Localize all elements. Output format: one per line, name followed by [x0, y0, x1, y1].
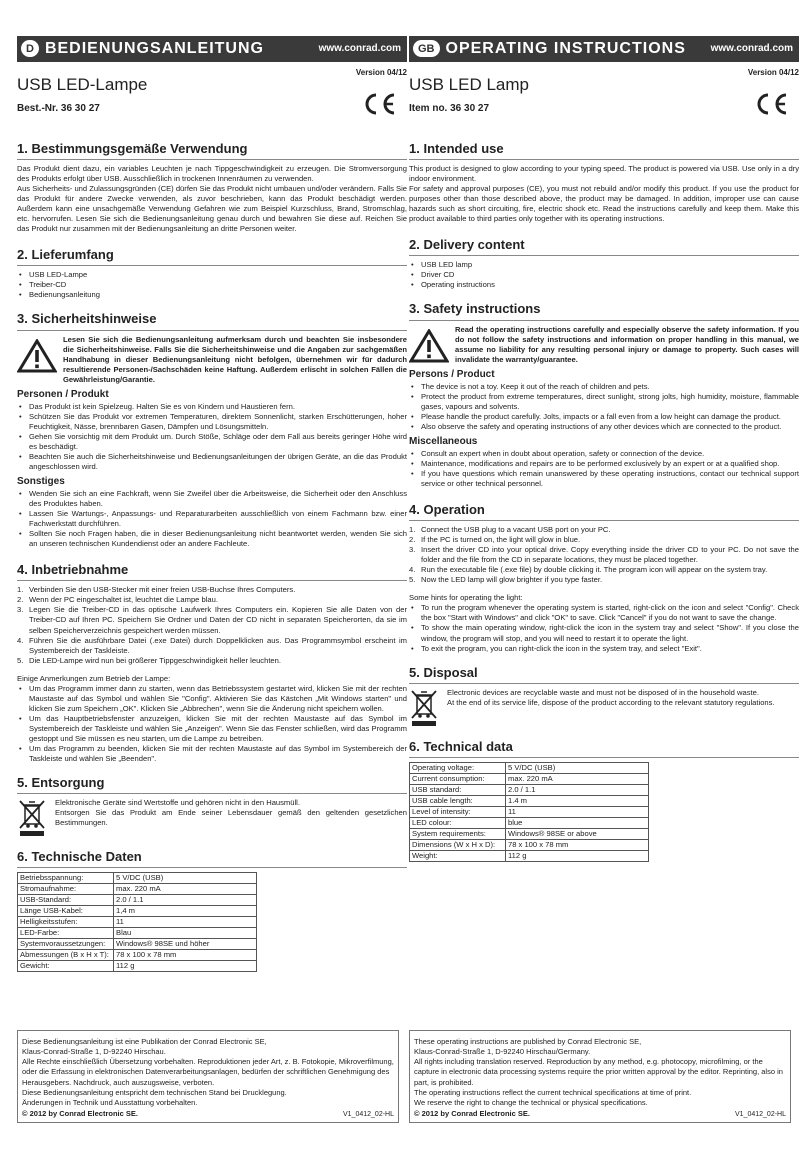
crossed-bin-icon: [409, 688, 439, 728]
list-item: • Schützen Sie das Produkt vor extremen Temperaturen, direktem Sonnenlicht, starken Erschütterungen, hoher Feuchtigkeit, Nässe, brennbaren Gasen, Dämpfen und Lösungsmitteln.: [17, 412, 407, 432]
step-number: 2.: [17, 595, 24, 605]
warning-text: Lesen Sie sich die Bedienungsanleitung aufmerksam durch und beachten Sie insbesondere die Sicherheitshinweise. Falls Sie die Sicherheitshinweise und die Angaben zur sachgemäßen Handhabung in dieser Bedienungsanleitung nicht befolgen, übernehmen wir für dadurch resultierende Personen-/Sachschäden keine Haftung. Außerdem erlischt in solchen Fällen die Gewährleistung/Garantie.: [63, 334, 407, 384]
document-code: V1_0412_02-HL: [735, 1110, 786, 1118]
copyright-text: © 2012 by Conrad Electronic SE.: [414, 1108, 530, 1118]
section-heading: 1. Bestimmungsgemäße Verwendung: [17, 140, 407, 160]
table-row: [410, 773, 649, 784]
warning-block: [409, 325, 799, 365]
step-item: [409, 525, 799, 535]
table-row: [410, 795, 649, 806]
website-url[interactable]: www.conrad.com: [318, 43, 401, 55]
copyright-text: © 2012 by Conrad Electronic SE.: [22, 1108, 138, 1118]
step-item: [17, 636, 407, 656]
subheading-persons: Persons / Product: [409, 368, 495, 380]
section-heading: 1. Intended use: [409, 140, 799, 160]
hint-item: • To run the program whenever the operating system is started, right-click on the icon and select "Config". Check the box "Start with Windows" and click "OK" to save. Click "Cancel" if you do not want to save the change.: [409, 603, 799, 623]
disposal-text: Electronic devices are recyclable waste and must not be disposed of in the household waste. At the end of its service life, dispose of the product according to the relevant statutory regulations.: [447, 687, 775, 707]
table-cell-value: 11: [506, 806, 649, 817]
step-number: 3.: [409, 545, 416, 555]
product-title: USB LED Lamp: [409, 75, 529, 94]
table-cell-label: System requirements:: [410, 828, 506, 839]
ce-mark-icon: [755, 92, 789, 116]
hint-item: • Um das Hauptbetriebsfenster anzuzeigen, klicken Sie mit der rechten Maustaste auf das Symbol im Systembereich der Taskleiste und wählen Sie „Anzeigen". Wenn Sie das Fenster schließen, wird das Programm gestoppt und Sie müssen es neu starten, um die Lampe zu betreiben.: [17, 714, 407, 744]
table-cell-value: 78 x 100 x 78 mm: [506, 839, 649, 850]
table-row: [18, 939, 257, 950]
section-disposal: [409, 664, 799, 728]
warning-block: [17, 335, 407, 385]
version-label: Version 04/12: [747, 68, 799, 77]
step-text: Wenn der PC eingeschaltet ist, leuchtet die Lampe blau.: [29, 595, 218, 605]
german-column: [17, 36, 407, 972]
section-heading: 6. Technical data: [409, 738, 799, 758]
hints-title: Some hints for operating the light:: [409, 593, 523, 603]
section-technical-data: [409, 738, 799, 862]
table-row: [410, 839, 649, 850]
section-safety: [17, 310, 407, 549]
hint-item: • To exit the program, you can right-click the icon in the system tray, and select "Exit".: [409, 644, 799, 654]
table-cell-value: 5 V/DC (USB): [114, 873, 257, 884]
section-heading: 2. Delivery content: [409, 236, 799, 256]
warning-triangle-icon: [409, 329, 449, 363]
step-text: Führen Sie die ausführbare Datei (.exe Datei) durch Doppelklicken aus. Das Programmsymbol erscheint im Systembereich der Taskleiste.: [29, 635, 407, 655]
table-cell-label: Gewicht:: [18, 961, 114, 972]
table-row: [18, 917, 257, 928]
table-cell-label: Abmessungen (B x H x T):: [18, 950, 114, 961]
hint-item: • To show the main operating window, right-click the icon in the system tray and select "Show". If you close the window, the program will stop, and you will need to restart it to operate the light.: [409, 623, 799, 643]
section-safety: [409, 300, 799, 489]
step-number: 1.: [17, 585, 24, 595]
table-cell-label: USB standard:: [410, 784, 506, 795]
table-row: [410, 784, 649, 795]
table-cell-value: 112 g: [114, 961, 257, 972]
table-cell-value: 1,4 m: [114, 906, 257, 917]
table-cell-value: 112 g: [506, 850, 649, 861]
list-item: • Lassen Sie Wartungs-, Anpassungs- und Reparaturarbeiten ausschließlich von einem Fachmann bzw. einer Fachwerkstatt durchführen.: [17, 509, 407, 529]
table-row: [18, 884, 257, 895]
hint-item: • Um das Programm immer dann zu starten, wenn das Betriebssystem gestartet wird, klicken Sie mit der rechten Maustaste auf das Symbol und wählen Sie "Config". Aktivieren Sie das Kästchen „Mit Windows starten" und klicken Sie zum Speichern „OK". Klicken Sie „Abbrechen", wenn Sie die Änderung nicht speichern wollen.: [17, 684, 407, 714]
header-band: [409, 36, 799, 62]
table-row: [410, 828, 649, 839]
title-block: [409, 62, 799, 134]
section-heading: 3. Safety instructions: [409, 300, 799, 320]
table-cell-value: 1.4 m: [506, 795, 649, 806]
table-cell-label: Dimensions (W x H x D):: [410, 839, 506, 850]
section-heading: 5. Entsorgung: [17, 774, 407, 794]
step-item: [17, 595, 407, 605]
step-text: Now the LED lamp will glow brighter if you type faster.: [421, 575, 603, 585]
section-intended-use: [17, 140, 407, 234]
table-cell-value: max. 220 mA: [114, 884, 257, 895]
technical-data-table: [17, 872, 257, 972]
table-cell-value: Blau: [114, 928, 257, 939]
table-row: [410, 817, 649, 828]
section-intended-use: [409, 140, 799, 224]
table-cell-value: 78 x 100 x 78 mm: [114, 950, 257, 961]
list-item: • Protect the product from extreme temperatures, direct sunlight, strong jolts, high humidity, moisture, flammable gases, vapours and solvents.: [409, 392, 799, 412]
table-cell-value: Windows® 98SE or above: [506, 828, 649, 839]
technical-data-table: [409, 762, 649, 862]
item-number: Item no. 36 30 27: [409, 103, 490, 114]
table-cell-label: USB-Standard:: [18, 895, 114, 906]
list-item: • Driver CD: [409, 270, 799, 280]
table-row: [18, 950, 257, 961]
table-row: [410, 806, 649, 817]
table-row: [18, 895, 257, 906]
list-item: • Also observe the safety and operating instructions of any other devices which are connected to the product.: [409, 422, 799, 432]
step-number: 4.: [17, 635, 24, 645]
subheading-persons: Personen / Produkt: [17, 388, 109, 400]
step-text: Die LED-Lampe wird nun bei größerer Tippgeschwindigkeit heller leuchten.: [29, 655, 281, 665]
language-badge: D: [21, 40, 39, 57]
hint-item: • Um das Programm zu beenden, klicken Sie mit der rechten Maustaste auf das Symbol im Systembereich der Taskleiste und wählen Sie „Beenden".: [17, 744, 407, 764]
list-item: • Beachten Sie auch die Sicherheitshinweise und Bedienungsanleitungen der übrigen Geräte, an die das Produkt angeschlossen wird.: [17, 452, 407, 472]
table-cell-label: Stromaufnahme:: [18, 884, 114, 895]
section-heading: 4. Inbetriebnahme: [17, 561, 407, 581]
table-cell-label: Systemvoraussetzungen:: [18, 939, 114, 950]
step-number: 1.: [409, 525, 416, 535]
section-heading: 5. Disposal: [409, 664, 799, 684]
table-cell-label: Current consumption:: [410, 773, 506, 784]
imprint-text: These operating instructions are published by Conrad Electronic SE, Klaus-Conrad-Straße 1, D-92240 Hirschau/Germany. All rights including translation reserved. Reproduction by any method, e.g. photocopy, microfilming, or the capture in electronic data processing systems require the prior written approval by the editor. Reprinting, also in part, is prohibited. The operating instructions reflect the current technical specifications at time of print. We reserve the right to change the technical or physical specifications.: [414, 1037, 783, 1107]
english-column: [409, 36, 799, 862]
step-text: Legen Sie die Treiber-CD in das optische Laufwerk Ihres Computers ein. Kopieren Sie alle Daten von der Treiber-CD auf Ihren PC. Speichern Sie Ordner und Daten der CD nicht in separaten Speicherorten, da sie im selben Speicherverzeichnis gespeichert werden müssen.: [29, 605, 407, 635]
step-item: [17, 656, 407, 666]
warning-text: Read the operating instructions carefully and especially observe the safety information. If you do not follow the safety instructions and information on proper handling in this manual, we assume no liability for any resulting personal injury or damage to property. Such cases will invalidate the warranty/guarantee.: [455, 324, 799, 364]
subheading-misc: Sonstiges: [17, 476, 65, 487]
list-item: • USB LED-Lampe: [17, 270, 407, 280]
table-cell-value: 2.0 / 1.1: [506, 784, 649, 795]
table-row: [18, 906, 257, 917]
imprint-box-german: [17, 1030, 399, 1123]
table-cell-label: Level of intensity:: [410, 806, 506, 817]
section-delivery: [17, 246, 407, 300]
table-cell-label: Länge USB-Kabel:: [18, 906, 114, 917]
step-item: [17, 605, 407, 635]
product-title: USB LED-Lampe: [17, 75, 148, 94]
list-item: • Maintenance, modifications and repairs are to be performed exclusively by an expert or at a qualified shop.: [409, 459, 799, 469]
list-item: • If you have questions which remain unanswered by these operating instructions, contact our technical support service or other technical personnel.: [409, 469, 799, 489]
ce-mark-icon: [363, 92, 397, 116]
list-item: • Das Produkt ist kein Spielzeug. Halten Sie es von Kindern und Haustieren fern.: [17, 402, 407, 412]
table-cell-value: max. 220 mA: [506, 773, 649, 784]
table-cell-value: 11: [114, 917, 257, 928]
section-delivery: [409, 236, 799, 290]
step-number: 5.: [17, 655, 24, 665]
list-item: • USB LED lamp: [409, 260, 799, 270]
step-number: 2.: [409, 535, 416, 545]
table-cell-label: LED colour:: [410, 817, 506, 828]
section-text: Das Produkt dient dazu, ein variables Leuchten je nach Tippgeschwindigkeit zu erzeugen. Die Stromversorgung des Produkts erfolgt über USB. Ausschließlich in trockenen Innenräumen zu verwenden. Aus Sicherheits- und Zulassungsgründen (CE) dürfen Sie das Produkt nicht umbauen und/oder verändern. Falls Sie das Produkt für andere Zwecke verwenden, als zuvor beschrieben, kann das Produkt beschädigt werden. Außerdem kann eine unsachgemäße Verwendung Gefahren wie zum Beispiel Kurzschluss, Brand, Stromschlag, etc. hervorrufen. Lesen Sie sich die Bedienungsanleitung genau durch und bewahren Sie diese auf. Reichen Sie das Produkt nur zusammen mit der Bedienungsanleitung an dritte Personen weiter.: [17, 164, 407, 234]
website-url[interactable]: www.conrad.com: [710, 43, 793, 55]
step-text: Insert the driver CD into your optical drive. Copy everything inside the driver CD to your PC. Do not save the folder and the file from the CD in separate locations, they must be placed together.: [421, 545, 799, 565]
list-item: • Please handle the product carefully. Jolts, impacts or a fall even from a low height can damage the product.: [409, 412, 799, 422]
band-title: BEDIENUNGSANLEITUNG: [44, 40, 264, 58]
section-text: This product is designed to glow according to your typing speed. The product is powered via USB. Use only in a dry indoor environment. For safety and approval purposes (CE), you must not rebuild and/or modify this product. If you use the product for purposes other than those described above, the product may be damaged. In addition, improper use can cause hazards such as short circuiting, fire, electric shock etc. Read the instructions carefully and keep them. Make this product available to third parties only together with its operating instructions.: [409, 164, 799, 224]
table-cell-value: blue: [506, 817, 649, 828]
section-heading: 6. Technische Daten: [17, 848, 407, 868]
list-item: • Wenden Sie sich an eine Fachkraft, wenn Sie Zweifel über die Arbeitsweise, die Sicherheit oder den Anschluss des Produktes haben.: [17, 489, 407, 509]
section-disposal: [17, 774, 407, 838]
step-item: [409, 575, 799, 585]
step-item: [17, 585, 407, 595]
step-number: 4.: [409, 565, 416, 575]
list-item: • The device is not a toy. Keep it out of the reach of children and pets.: [409, 382, 799, 392]
table-row: [18, 873, 257, 884]
table-cell-value: 5 V/DC (USB): [506, 762, 649, 773]
table-cell-label: LED-Farbe:: [18, 928, 114, 939]
warning-triangle-icon: [17, 339, 57, 373]
step-number: 3.: [17, 605, 24, 615]
hints-title: Einige Anmerkungen zum Betrieb der Lampe:: [17, 673, 171, 683]
table-row: [410, 762, 649, 773]
table-cell-label: USB cable length:: [410, 795, 506, 806]
list-item: • Gehen Sie vorsichtig mit dem Produkt um. Durch Stöße, Schläge oder dem Fall aus bereits geringer Höhe wird es beschädigt.: [17, 432, 407, 452]
list-item: • Consult an expert when in doubt about operation, safety or connection of the device.: [409, 449, 799, 459]
table-cell-label: Weight:: [410, 850, 506, 861]
table-row: [18, 928, 257, 939]
list-item: • Sollten Sie noch Fragen haben, die in dieser Bedienungsanleitung nicht beantwortet werden, wenden Sie sich an unseren technischen Kundendienst oder an andere Fachleute.: [17, 529, 407, 549]
section-heading: 4. Operation: [409, 501, 799, 521]
version-label: Version 04/12: [355, 68, 407, 77]
language-badge: GB: [413, 40, 440, 57]
section-heading: 3. Sicherheitshinweise: [17, 310, 407, 330]
step-number: 5.: [409, 575, 416, 585]
table-row: [18, 961, 257, 972]
band-title: OPERATING INSTRUCTIONS: [445, 40, 686, 58]
subheading-misc: Miscellaneous: [409, 435, 478, 447]
section-heading: 2. Lieferumfang: [17, 246, 407, 266]
step-item: [409, 545, 799, 565]
title-block: [17, 62, 407, 134]
header-band: [17, 36, 407, 62]
table-cell-value: Windows® 98SE und höher: [114, 939, 257, 950]
document-code: V1_0412_02-HL: [343, 1110, 394, 1118]
table-cell-label: Helligkeitsstufen:: [18, 917, 114, 928]
imprint-text: Diese Bedienungsanleitung ist eine Publikation der Conrad Electronic SE, Klaus-Conrad-Straße 1, D-92240 Hirschau. Alle Rechte einschließlich Übersetzung vorbehalten. Reproduktionen jeder Art, z. B. Fotokopie, Mikroverfilmung, oder die Erfassung in elektronischen Datenverarbeitungsanlagen, bedürfen der schriftlichen Genehmigung des Herausgebers. Nachdruck, auch auszugsweise, verboten. Diese Bedienungsanleitung entspricht dem technischen Stand bei Drucklegung. Änderungen in Technik und Ausstattung vorbehalten.: [22, 1037, 394, 1107]
table-cell-label: Operating voltage:: [410, 762, 506, 773]
list-item: • Treiber-CD: [17, 280, 407, 290]
table-cell-value: 2.0 / 1.1: [114, 895, 257, 906]
section-operation: [409, 501, 799, 653]
step-text: Run the executable file (.exe file) by double clicking it. The program icon will appear on the system tray.: [421, 565, 768, 575]
table-row: [410, 850, 649, 861]
disposal-text: Elektronische Geräte sind Wertstoffe und gehören nicht in den Hausmüll. Entsorgen Sie das Produkt am Ende seiner Lebensdauer gemäß den geltenden gesetzlichen Bestimmungen.: [55, 797, 407, 827]
item-number: Best.-Nr. 36 30 27: [17, 103, 100, 114]
list-item: • Operating instructions: [409, 280, 799, 290]
step-text: Verbinden Sie den USB-Stecker mit einer freien USB-Buchse Ihres Computers.: [29, 585, 296, 595]
step-text: Connect the USB plug to a vacant USB port on your PC.: [421, 525, 611, 535]
section-technical-data: [17, 848, 407, 972]
crossed-bin-icon: [17, 798, 47, 838]
section-operation: [17, 561, 407, 763]
imprint-box-english: [409, 1030, 791, 1123]
list-item: • Bedienungsanleitung: [17, 290, 407, 300]
step-text: If the PC is turned on, the light will glow in blue.: [421, 535, 581, 545]
step-item: [409, 565, 799, 575]
step-item: [409, 535, 799, 545]
table-cell-label: Betriebsspannung:: [18, 873, 114, 884]
